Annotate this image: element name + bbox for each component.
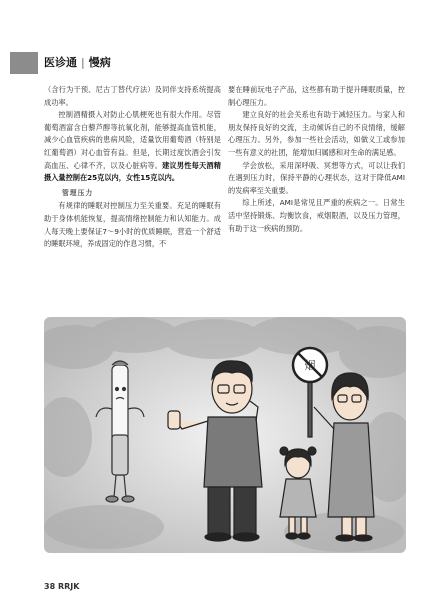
section-header: [44, 52, 111, 74]
left-column: [44, 84, 221, 251]
paragraph: （含行为干预、尼古丁替代疗法）及同伴支持系统提高成功率。: [44, 85, 221, 107]
paragraph: 要在睡前玩电子产品，这些都有助于提升睡眠质量，控制心理压力。: [228, 85, 405, 107]
subheading: 管理压力: [62, 188, 94, 197]
paragraph-emphasis: 建议男性每天酒精摄入量控制在25克以内，女性15克以内。: [44, 160, 221, 183]
paragraph: [44, 109, 221, 185]
page-footer: [44, 582, 79, 591]
section-topic: 慢病: [88, 56, 111, 69]
page-number: 38: [44, 582, 56, 591]
journal-name: RRJK: [57, 582, 80, 591]
paragraph: 建立良好的社会关系也有助于减轻压力。与家人和朋友保持良好的交流，主动倾诉自己的不良情绪，缓解心理压力。另外，参加一些社会活动，如做义工或参加一些有意义的社团，能增加归属感和对生命的满足感。: [228, 110, 405, 157]
right-column: [228, 84, 405, 235]
sign-text: 烟: [304, 359, 316, 372]
cartoon-illustration: [44, 317, 406, 553]
paragraph: 学会放松，采用深呼吸、冥想等方式，可以让我们在遇到压力时，保持平静的心理状态，这对于降低AMI的发病率至关重要。: [228, 160, 405, 195]
paragraph: 有规律的睡眠对控制压力至关重要。充足的睡眠有助于身体机能恢复，提高情绪控制能力和认知能力。成人每天晚上要保证7～9小时的优质睡眠，营造一个舒适的睡眠环境，养成固定的作息习惯，不: [44, 201, 221, 249]
section-tab-marker: [10, 52, 38, 74]
header-separator: |: [81, 56, 85, 69]
paragraph-text: 控制酒精摄入对防止心肌梗死也有很大作用。尽管葡萄酒富含白藜芦醇等抗氧化剂，能够提高血管机能，减少心血管疾病的患病风险，适量饮用葡萄酒（特别是红葡萄酒）对心血管有益。但是，长期过度饮酒会引发高血压、心律不齐，以及心脏病等。: [44, 110, 221, 170]
paragraph: 综上所述，AMI是常见且严重的疾病之一。日常生活中坚持锻炼、均衡饮食，戒烟限酒，以及压力管理，有助于这一疾病的预防。: [228, 198, 405, 233]
no-smoking-sign: [293, 348, 327, 382]
section-name: 医诊通: [44, 56, 77, 69]
